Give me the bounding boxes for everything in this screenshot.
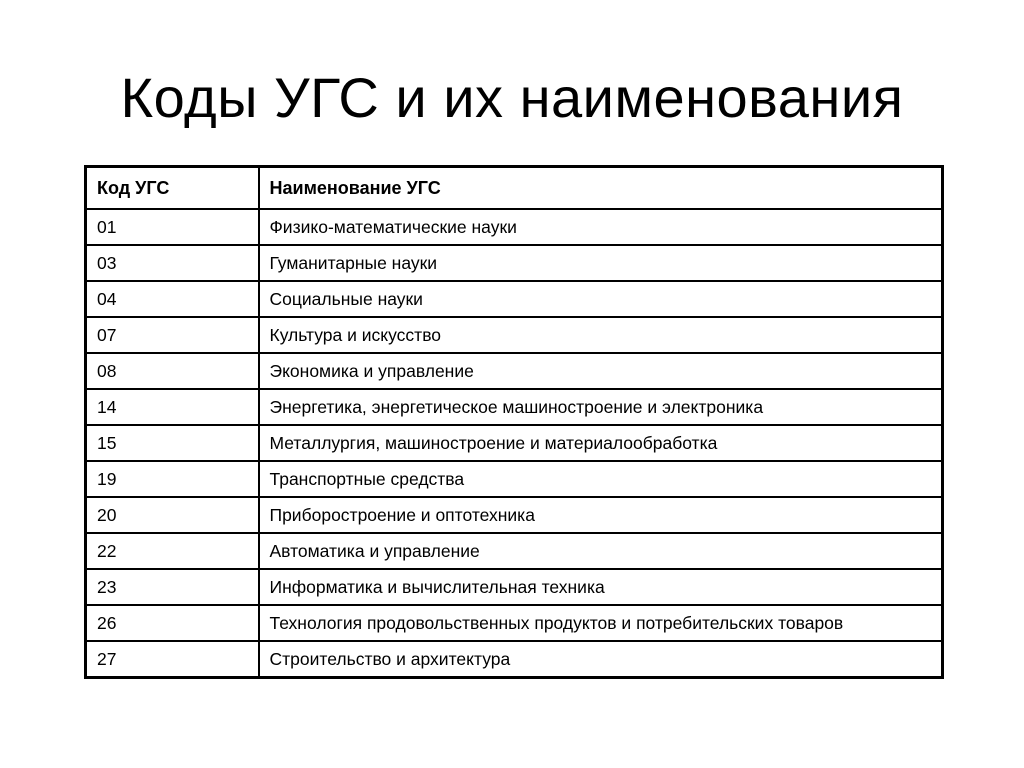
ugs-table bbox=[84, 165, 944, 679]
cell-name: Экономика и управление bbox=[259, 353, 943, 389]
cell-code: 19 bbox=[86, 461, 259, 497]
table-row bbox=[86, 497, 943, 533]
cell-code: 26 bbox=[86, 605, 259, 641]
cell-name: Автоматика и управление bbox=[259, 533, 943, 569]
cell-code: 23 bbox=[86, 569, 259, 605]
table-header-row bbox=[86, 167, 943, 210]
table-row bbox=[86, 245, 943, 281]
cell-name: Приборостроение и оптотехника bbox=[259, 497, 943, 533]
header-code: Код УГС bbox=[86, 167, 259, 210]
table-row bbox=[86, 389, 943, 425]
table-row bbox=[86, 569, 943, 605]
table-row bbox=[86, 605, 943, 641]
cell-code: 04 bbox=[86, 281, 259, 317]
page-title: Коды УГС и их наименования bbox=[120, 66, 904, 129]
table-row bbox=[86, 209, 943, 245]
cell-code: 07 bbox=[86, 317, 259, 353]
header-name: Наименование УГС bbox=[259, 167, 943, 210]
table-row bbox=[86, 281, 943, 317]
cell-name: Гуманитарные науки bbox=[259, 245, 943, 281]
cell-code: 27 bbox=[86, 641, 259, 678]
cell-code: 15 bbox=[86, 425, 259, 461]
cell-code: 08 bbox=[86, 353, 259, 389]
cell-name: Социальные науки bbox=[259, 281, 943, 317]
table-row bbox=[86, 533, 943, 569]
cell-name: Культура и искусство bbox=[259, 317, 943, 353]
cell-code: 20 bbox=[86, 497, 259, 533]
table-row bbox=[86, 641, 943, 678]
cell-name: Физико-математические науки bbox=[259, 209, 943, 245]
table-row bbox=[86, 353, 943, 389]
table-row bbox=[86, 461, 943, 497]
cell-name: Металлургия, машиностроение и материалообработка bbox=[259, 425, 943, 461]
cell-name: Технология продовольственных продуктов и потребительских товаров bbox=[259, 605, 943, 641]
cell-code: 01 bbox=[86, 209, 259, 245]
cell-code: 14 bbox=[86, 389, 259, 425]
cell-name: Строительство и архитектура bbox=[259, 641, 943, 678]
cell-name: Информатика и вычислительная техника bbox=[259, 569, 943, 605]
cell-name: Транспортные средства bbox=[259, 461, 943, 497]
cell-code: 22 bbox=[86, 533, 259, 569]
table-row bbox=[86, 425, 943, 461]
cell-code: 03 bbox=[86, 245, 259, 281]
table-row bbox=[86, 317, 943, 353]
ugs-table-container bbox=[84, 165, 944, 679]
cell-name: Энергетика, энергетическое машиностроение и электроника bbox=[259, 389, 943, 425]
